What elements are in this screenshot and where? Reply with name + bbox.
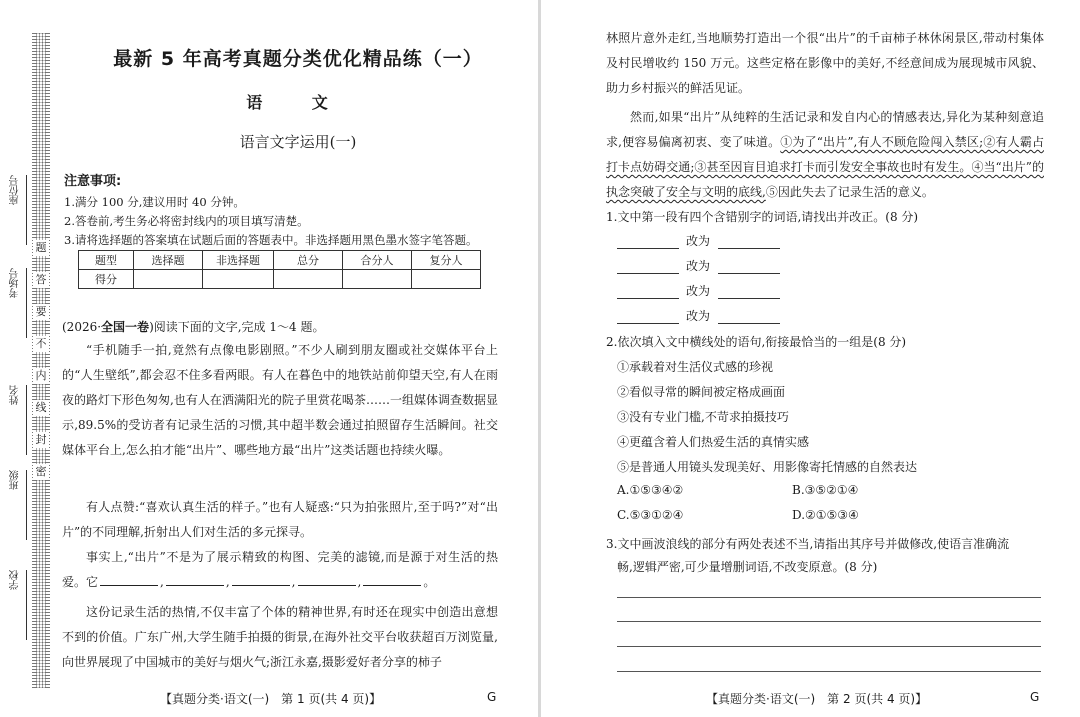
- score-cell[interactable]: [274, 270, 343, 289]
- binding-hatch-inner: [36, 33, 46, 688]
- q1-wrong-word-blank[interactable]: [617, 284, 679, 299]
- q1-wrong-word-blank[interactable]: [617, 234, 679, 249]
- page-footer: 【真题分类·语文(一) 第 1 页(共 4 页)】: [160, 692, 382, 706]
- intro-instruction: )阅读下面的文字,完成 1～4 题。: [149, 320, 325, 334]
- score-table-header: 总分: [274, 251, 343, 270]
- class-label: 班级: [10, 470, 21, 490]
- score-table-header: 选择题: [134, 251, 203, 270]
- score-cell[interactable]: [134, 270, 203, 289]
- intro-exam-name: 全国一卷: [101, 320, 150, 334]
- page-code: G: [487, 690, 497, 704]
- class-line: [26, 470, 27, 540]
- paragraph-5-text: 然而,如果“出片”从纯粹的生活记录和发自内心的情感表达,异化为某种刻意追求,便容易偏离初衷、变了味道。: [606, 110, 1044, 149]
- seal-word: 线: [33, 400, 49, 416]
- score-table-header: 非选择题: [203, 251, 274, 270]
- name-field[interactable]: [4, 385, 24, 455]
- q3-answer-line[interactable]: [617, 597, 1041, 598]
- score-row-label: 得分: [79, 270, 134, 289]
- seal-word: 不: [33, 336, 49, 352]
- passage-paragraph-2: 有人点赞:“喜欢认真生活的样子。”也有人疑惑:“只为拍张照片,至于吗?”对“出片”的不同理解,折射出人们对生活的多元探寻。: [62, 500, 498, 539]
- page-1: [0, 0, 538, 717]
- seal-word: 内: [33, 368, 49, 384]
- school-field[interactable]: [4, 570, 24, 640]
- score-cell[interactable]: [343, 270, 412, 289]
- q1-change-label: 改为: [686, 234, 711, 248]
- q2-option-d[interactable]: D.②①⑤③④: [792, 508, 859, 522]
- score-table-header: 复分人: [412, 251, 481, 270]
- score-cell[interactable]: [412, 270, 481, 289]
- q1-correct-word-blank[interactable]: [718, 259, 780, 274]
- q3-answer-line[interactable]: [617, 671, 1041, 672]
- q2-option-b[interactable]: B.③⑤②①④: [792, 483, 859, 497]
- seal-word: 要: [33, 304, 49, 320]
- passage-paragraph-3: 事实上,“出片”不是为了展示精致的构图、完美的滤镜,而是源于对生活的热爱。它 , , , , 。: [62, 550, 498, 589]
- exam-room-field[interactable]: [4, 268, 24, 338]
- question-3-line-2: 畅,逻辑严密,可少量增删词语,不改变原意。(8 分): [617, 560, 878, 574]
- q2-item: ④更蕴含着人们热爱生活的真情实感: [617, 435, 810, 449]
- q1-answer-row[interactable]: [617, 257, 780, 274]
- passage-paragraph-4: 这份记录生活的热情,不仅丰富了个体的精神世界,有时还在现实中创造出意想不到的价值。广东广州,大学生随手拍摄的街景,在海外社交平台收获超百万浏览量,向世界展现了中国城市的美好与烟火气;浙江永嘉,摄影爱好者分享的柿子: [62, 605, 498, 669]
- q1-correct-word-blank[interactable]: [718, 309, 780, 324]
- fill-blank[interactable]: [232, 573, 290, 586]
- page-code: G: [1030, 690, 1040, 704]
- fill-blank[interactable]: [363, 573, 421, 586]
- seat-number-field[interactable]: [4, 175, 24, 245]
- q1-correct-word-blank[interactable]: [718, 284, 780, 299]
- passage-paragraph-5: [606, 105, 1044, 205]
- wavy-underlined-text: ①为了“出片”,有人不顾危险闯入禁区;②有人霸占打卡点妨碍交通;③甚至因盲目追求打卡而引发安全事故也时有发生。④当“出片”的执念突破了安全与文明的底线,: [606, 135, 1044, 199]
- q2-option-c[interactable]: C.⑤③①②④: [617, 508, 684, 522]
- seat-number-line: [26, 175, 27, 245]
- subject-title: 语 文: [246, 93, 350, 112]
- page-footer: 【真题分类·语文(一) 第 2 页(共 4 页)】: [706, 692, 928, 706]
- class-field[interactable]: [4, 470, 24, 540]
- q1-answer-row[interactable]: [617, 232, 780, 249]
- score-cell[interactable]: [203, 270, 274, 289]
- q2-item: ③没有专业门槛,不苛求拍摄技巧: [617, 410, 789, 424]
- q1-change-label: 改为: [686, 259, 711, 273]
- score-table-header: 合分人: [343, 251, 412, 270]
- question-1: 1.文中第一段有四个含错别字的词语,请找出并改正。(8 分): [606, 210, 919, 224]
- q3-answer-line[interactable]: [617, 646, 1041, 647]
- note-item: 1.满分 100 分,建议用时 40 分钟。: [64, 195, 245, 209]
- q1-change-label: 改为: [686, 309, 711, 323]
- note-item: 3.请将选择题的答案填在试题后面的答题表中。非选择题用黑色墨水签字笔答题。: [64, 233, 478, 247]
- q1-change-label: 改为: [686, 284, 711, 298]
- q3-answer-line[interactable]: [617, 621, 1041, 622]
- school-line: [26, 570, 27, 640]
- seal-word: 题: [33, 240, 49, 256]
- score-table-header-row: [79, 251, 481, 270]
- section-subtitle: 语言文字运用(一): [239, 133, 357, 151]
- q2-item: ②看似寻常的瞬间被定格成画面: [617, 385, 786, 399]
- score-table-header: 题型: [79, 251, 134, 270]
- intro-source: (2026·: [62, 320, 102, 334]
- q1-wrong-word-blank[interactable]: [617, 259, 679, 274]
- question-3-line-1: 3.文中画波浪线的部分有两处表述不当,请指出其序号并做修改,使语言准确流: [606, 537, 1010, 551]
- paragraph-3-text: 事实上,“出片”不是为了展示精致的构图、完美的滤镜,而是源于对生活的热爱。它: [62, 550, 498, 589]
- notes-heading: 注意事项:: [64, 174, 122, 189]
- exam-room-line: [26, 268, 27, 338]
- q1-correct-word-blank[interactable]: [718, 234, 780, 249]
- q1-answer-row[interactable]: [617, 307, 780, 324]
- q1-answer-row[interactable]: [617, 282, 780, 299]
- paragraph-5-end: ⑤因此失去了记录生活的意义。: [765, 185, 934, 199]
- fill-blank[interactable]: [100, 573, 158, 586]
- binding-strip: [0, 0, 58, 717]
- name-label: 姓名: [10, 385, 21, 405]
- q2-option-a[interactable]: A.①⑤③④②: [617, 483, 684, 497]
- seal-word: 答: [33, 272, 49, 288]
- fill-blank[interactable]: [166, 573, 224, 586]
- school-label: 学校: [10, 570, 21, 590]
- seal-word: 封: [33, 432, 49, 448]
- name-line: [26, 385, 27, 455]
- q2-item: ①承载着对生活仪式感的珍视: [617, 360, 774, 374]
- exam-room-label: 考场号: [10, 268, 21, 298]
- question-2: 2.依次填入文中横线处的语句,衔接最恰当的一组是(8 分): [606, 335, 907, 349]
- q1-wrong-word-blank[interactable]: [617, 309, 679, 324]
- fill-blank[interactable]: [298, 573, 356, 586]
- score-table: [78, 250, 481, 289]
- q2-item: ⑤是普通人用镜头发现美好、用影像寄托情感的自然表达: [617, 460, 918, 474]
- reading-intro: [62, 318, 324, 335]
- exam-title: 最新 5 年高考真题分类优化精品练（一）: [113, 48, 483, 70]
- score-table-score-row: [79, 270, 481, 289]
- passage-paragraph-continued: 林照片意外走红,当地顺势打造出一个很“出片”的千亩柿子林休闲景区,带动村集体及村民增收约 150 万元。这些定格在影像中的美好,不经意间成为展现城市风貌、助力乡村振兴的鲜活见证。: [606, 31, 1044, 95]
- note-item: 2.答卷前,考生务必将密封线内的项目填写清楚。: [64, 214, 309, 228]
- seat-number-label: 座位号: [10, 175, 21, 205]
- passage-paragraph-1: “手机随手一拍,竟然有点像电影剧照。”不少人刷到朋友圈或社交媒体平台上的“人生壁纸”,都会忍不住多看两眼。有人在暮色中的地铁站前仰望天空,有人在雨夜的路灯下形色匆匆,也有人在洒满阳光的院子里赏花喝茶……一组媒体调查数据显示,89.5%的受访者有记录生活的习惯,其中超半数会通过拍照留存生活瞬间。社交媒体平台上,怎么拍才能“出片”、哪些地方最“出片”这类话题也持续火曝。: [62, 343, 498, 457]
- seal-word: 密: [33, 464, 49, 480]
